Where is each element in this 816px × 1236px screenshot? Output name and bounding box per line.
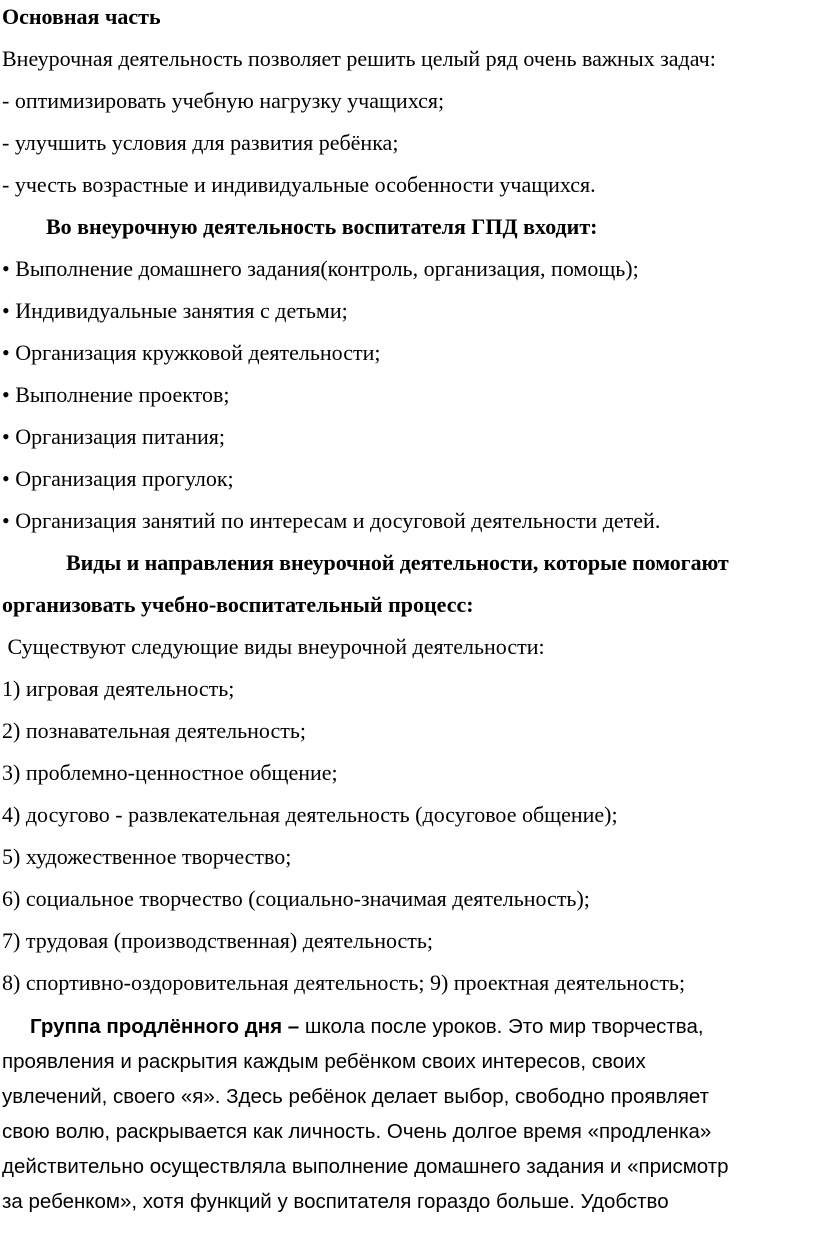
- gpd-paragraph-text: школа после уроков. Это мир творчества,: [299, 1015, 704, 1038]
- gpd-list-item: • Выполнение проектов;: [2, 382, 230, 407]
- gpd-paragraph-line: проявления и раскрытия каждым ребёнком своих интересов, своих: [2, 1050, 646, 1073]
- types-intro: Существуют следующие виды внеурочной деятельности:: [2, 634, 545, 659]
- type-item: 2) познавательная деятельность;: [2, 718, 306, 743]
- type-item: 4) досугово - развлекательная деятельность (досуговое общение);: [2, 802, 618, 827]
- type-item: 5) художественное творчество;: [2, 844, 292, 869]
- heading-types: Виды и направления внеурочной деятельности, которые помогают: [66, 550, 729, 575]
- gpd-list-item: • Организация занятий по интересам и досуговой деятельности детей.: [2, 508, 661, 533]
- gpd-list-item: • Организация прогулок;: [2, 466, 234, 491]
- gpd-paragraph-line: [30, 1012, 704, 1042]
- type-item: 1) игровая деятельность;: [2, 676, 235, 701]
- type-item: 6) социальное творчество (социально-значимая деятельность);: [2, 886, 590, 911]
- heading-gpd: Во внеурочную деятельность воспитателя ГПД входит:: [46, 214, 598, 239]
- gpd-list-item: • Индивидуальные занятия с детьми;: [2, 298, 348, 323]
- type-item: 7) трудовая (производственная) деятельность;: [2, 928, 434, 953]
- type-item: 8) спортивно-оздоровительная деятельность; 9) проектная деятельность;: [2, 970, 686, 995]
- type-item: 3) проблемно-ценностное общение;: [2, 760, 338, 785]
- heading-main: Основная часть: [2, 4, 161, 29]
- gpd-paragraph-line: увлечений, своего «я». Здесь ребёнок делает выбор, свободно проявляет: [2, 1085, 710, 1108]
- intro-text: Внеурочная деятельность позволяет решить целый ряд очень важных задач:: [2, 46, 716, 71]
- heading-types-continued: организовать учебно-воспитательный процесс:: [2, 592, 474, 617]
- task-item: - улучшить условия для развития ребёнка;: [2, 130, 399, 155]
- task-item: - оптимизировать учебную нагрузку учащихся;: [2, 88, 445, 113]
- gpd-paragraph-line: свою волю, раскрывается как личность. Очень долгое время «продленка»: [2, 1120, 712, 1143]
- task-item: - учесть возрастные и индивидуальные особенности учащихся.: [2, 172, 596, 197]
- gpd-term: Группа продлённого дня –: [30, 1015, 300, 1038]
- gpd-list-item: • Организация кружковой деятельности;: [2, 340, 381, 365]
- gpd-paragraph-line: за ребенком», хотя функций у воспитателя гораздо больше. Удобство: [2, 1190, 669, 1213]
- gpd-paragraph-line: действительно осуществляла выполнение домашнего задания и «присмотр: [2, 1155, 729, 1178]
- gpd-list-item: • Выполнение домашнего задания(контроль, организация, помощь);: [2, 256, 639, 281]
- gpd-list-item: • Организация питания;: [2, 424, 226, 449]
